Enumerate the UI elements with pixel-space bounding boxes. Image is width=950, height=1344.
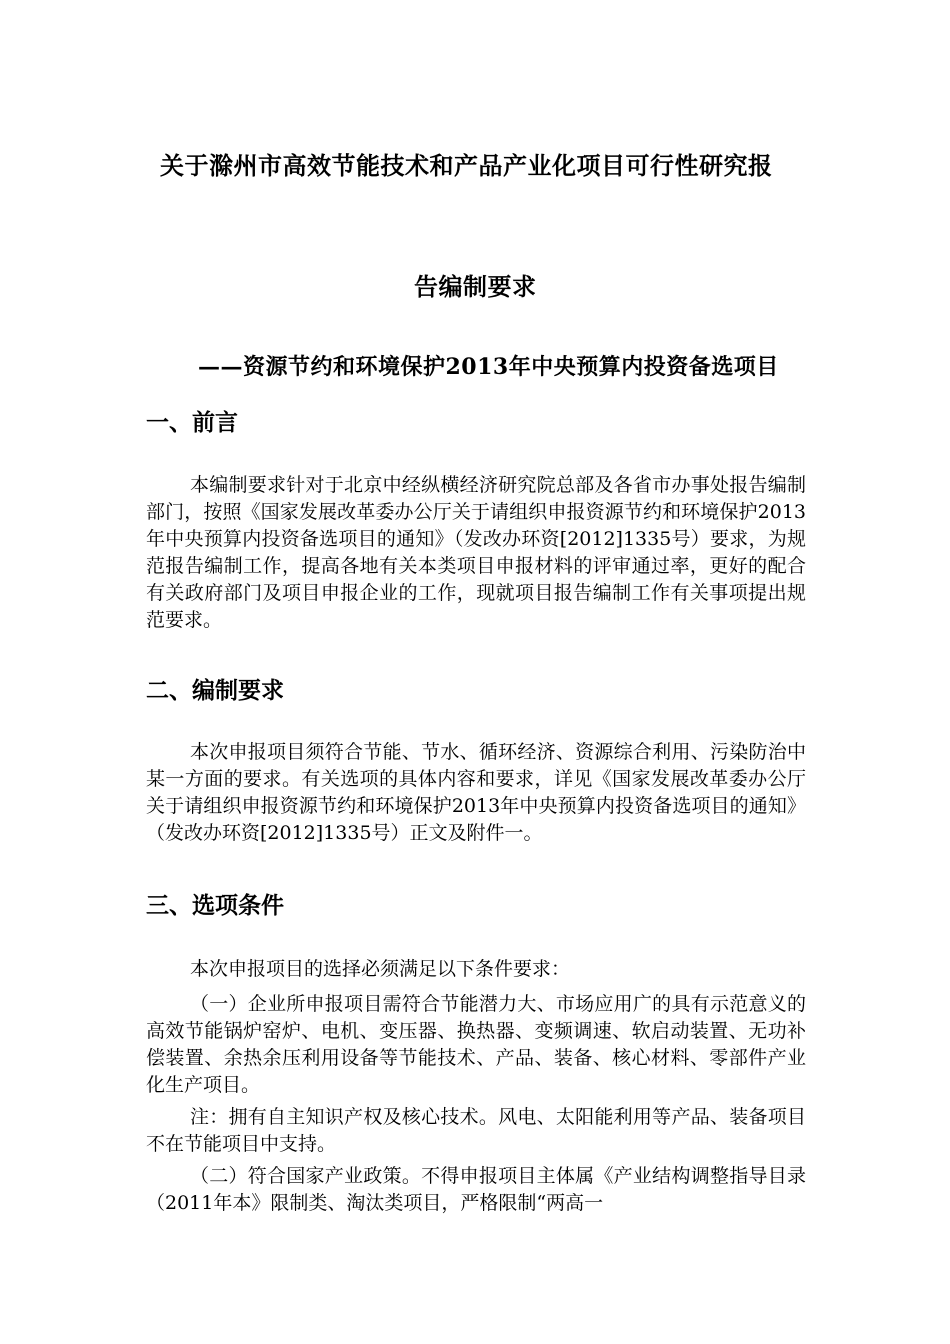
section-heading-requirements: 二、编制要求 (146, 677, 284, 704)
section-heading-conditions: 三、选项条件 (146, 892, 284, 919)
requirements-paragraph: 本次申报项目须符合节能、节水、循环经济、资源综合利用、污染防治中某一方面的要求。有关选项的具体内容和要求，详见《国家发展改革委办公厅关于请组织申报资源节约和环境保护2013年中央预算内投资备选项目的通知》（发改办环资[2012]1335号）正文及附件一。 (146, 741, 806, 844)
condition-item-2-paragraph: （二）符合国家产业政策。不得申报项目主体属《产业结构调整指导目录（2011年本》限制类、淘汰类项目，严格限制“两高一 (146, 1165, 806, 1214)
preface-paragraph: 本编制要求针对于北京中经纵横经济研究院总部及各省市办事处报告编制部门，按照《国家发展改革委办公厅关于请组织申报资源节约和环境保护2013年中央预算内投资备选项目的通知》（发改办环资[2012]1335号）要求，为规范报告编制工作，提高各地有关本类项目申报材料的评审通过率，更好的配合有关政府部门及项目申报企业的工作，现就项目报告编制工作有关事项提出规范要求。 (146, 474, 806, 631)
condition-item-1-paragraph: （一）企业所申报项目需符合节能潜力大、市场应用广的具有示范意义的高效节能锅炉窑炉、电机、变压器、换热器、变频调速、软启动装置、无功补偿装置、余热余压利用设备等节能技术、产品、装备、核心材料、零部件产业化生产项目。 (146, 993, 806, 1096)
document-title-line-1: 关于滁州市高效节能技术和产品产业化项目可行性研究报 (160, 151, 773, 180)
condition-note-paragraph: 注：拥有自主知识产权及核心技术。风电、太阳能利用等产品、装备项目不在节能项目中支持。 (146, 1106, 806, 1155)
conditions-intro-paragraph: 本次申报项目的选择必须满足以下条件要求： (190, 958, 571, 980)
section-heading-preface: 一、前言 (146, 409, 238, 436)
document-title-line-2: 告编制要求 (414, 272, 537, 301)
document-subtitle: ——资源节约和环境保护2013年中央预算内投资备选项目 (198, 354, 779, 380)
